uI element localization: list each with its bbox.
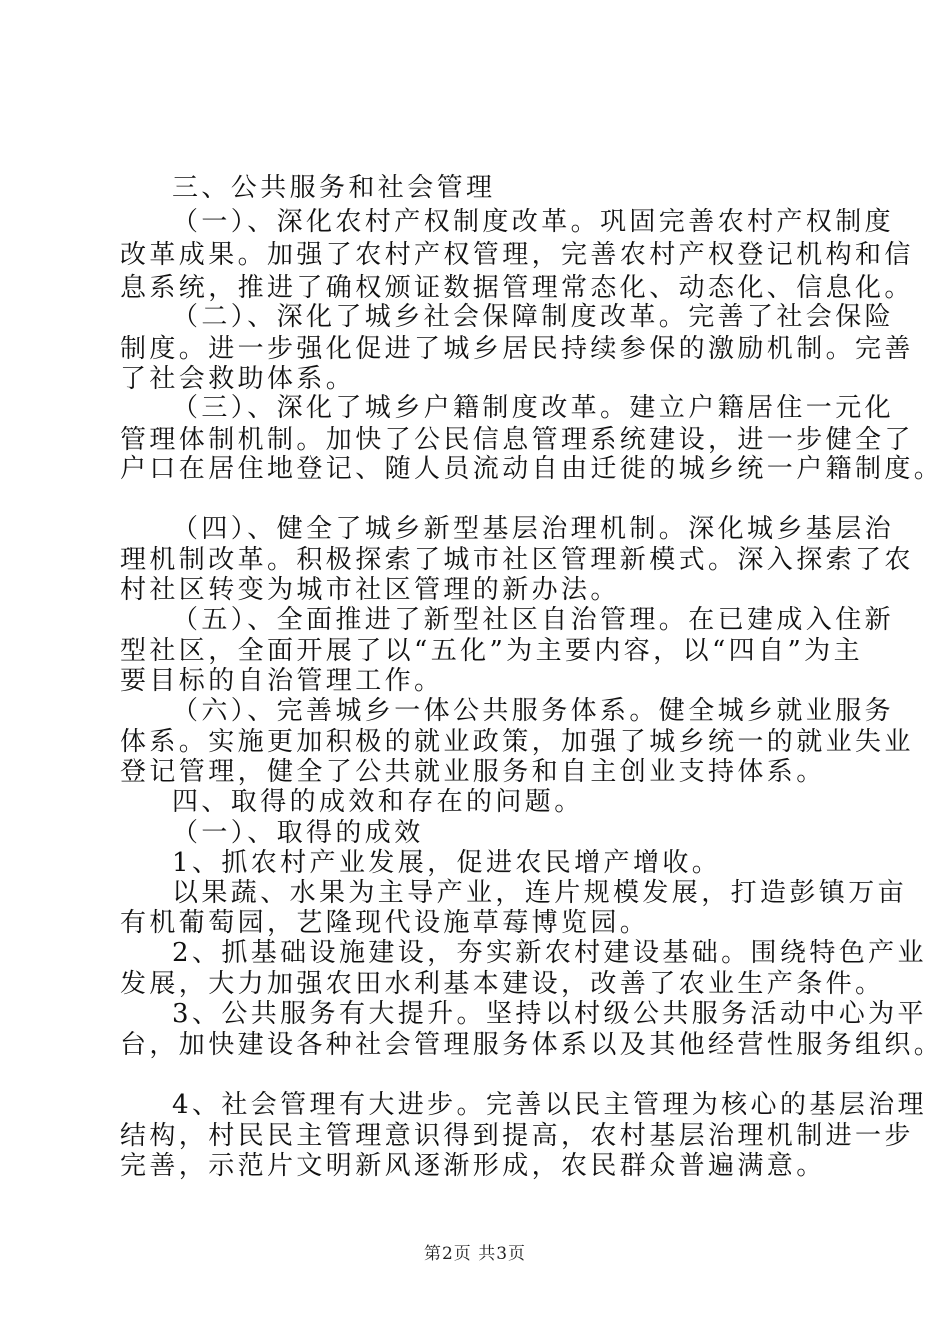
paragraph-line: 登记管理，健全了公共就业服务和自主创业支持体系。 [120, 757, 826, 787]
heading-public-service: 三、公共服务和社会管理 [172, 173, 496, 203]
paragraph-line: 户口在居住地登记、随人员流动自由迁徙的城乡统一户籍制度。 [120, 454, 944, 484]
subheading-results: （一）、取得的成效 [172, 818, 424, 848]
paragraph-line: 息系统，推进了确权颁证数据管理常态化、动态化、信息化。 [120, 273, 914, 303]
paragraph-line: 结构，村民民主管理意识得到提高，农村基层治理机制进一步 [120, 1121, 914, 1151]
heading-results-problems: 四、取得的成效和存在的问题。 [172, 787, 584, 817]
paragraph-line: 2、抓基础设施建设，夯实新农村建设基础。围绕特色产业 [172, 938, 927, 968]
paragraph-line: 以果蔬、水果为主导产业，连片规模发展，打造彭镇万亩 [172, 878, 908, 908]
paragraph-line: 发展，大力加强农田水利基本建设，改善了农业生产条件。 [120, 969, 885, 999]
paragraph-line: （一）、深化农村产权制度改革。巩固完善农村产权制度 [172, 207, 895, 237]
paragraph-line: 台，加快建设各种社会管理服务体系以及其他经营性服务组织。 [120, 1030, 944, 1060]
paragraph-line: 3、公共服务有大提升。坚持以村级公共服务活动中心为平 [172, 999, 927, 1029]
paragraph-line: （五）、全面推进了新型社区自治管理。在已建成入住新 [172, 605, 895, 635]
page-number-footer: 第2页 共3页 [423, 1244, 527, 1264]
paragraph-line: 1、抓农村产业发展，促进农民增产增收。 [172, 848, 722, 878]
paragraph-line: （四）、健全了城乡新型基层治理机制。深化城乡基层治 [172, 514, 895, 544]
paragraph-line: 制度。进一步强化促进了城乡居民持续参保的激励机制。完善 [120, 334, 914, 364]
paragraph-line: （三）、深化了城乡户籍制度改革。建立户籍居住一元化 [172, 393, 895, 423]
paragraph-line: 4、社会管理有大进步。完善以民主管理为核心的基层治理 [172, 1090, 927, 1120]
paragraph-line: 体系。实施更加积极的就业政策，加强了城乡统一的就业失业 [120, 727, 914, 757]
paragraph-line: 村社区转变为城市社区管理的新办法。 [120, 575, 620, 605]
paragraph-line: （二）、深化了城乡社会保障制度改革。完善了社会保险 [172, 302, 895, 332]
paragraph-line: 要目标的自治管理工作。 [120, 666, 444, 696]
paragraph-line: 有机葡萄园，艺隆现代设施草莓博览园。 [120, 908, 650, 938]
paragraph-line: 型社区，全面开展了以“五化”为主要内容，以“四自”为主 [120, 636, 863, 666]
paragraph-line: 管理体制机制。加快了公民信息管理系统建设，进一步健全了 [120, 425, 914, 455]
paragraph-line: 了社会救助体系。 [120, 364, 356, 394]
paragraph-line: （六）、完善城乡一体公共服务体系。健全城乡就业服务 [172, 696, 895, 726]
paragraph-line: 理机制改革。积极探索了城市社区管理新模式。深入探索了农 [120, 545, 914, 575]
paragraph-line: 改革成果。加强了农村产权管理，完善农村产权登记机构和信 [120, 240, 914, 270]
paragraph-line: 完善，示范片文明新风逐渐形成，农民群众普遍满意。 [120, 1151, 826, 1181]
